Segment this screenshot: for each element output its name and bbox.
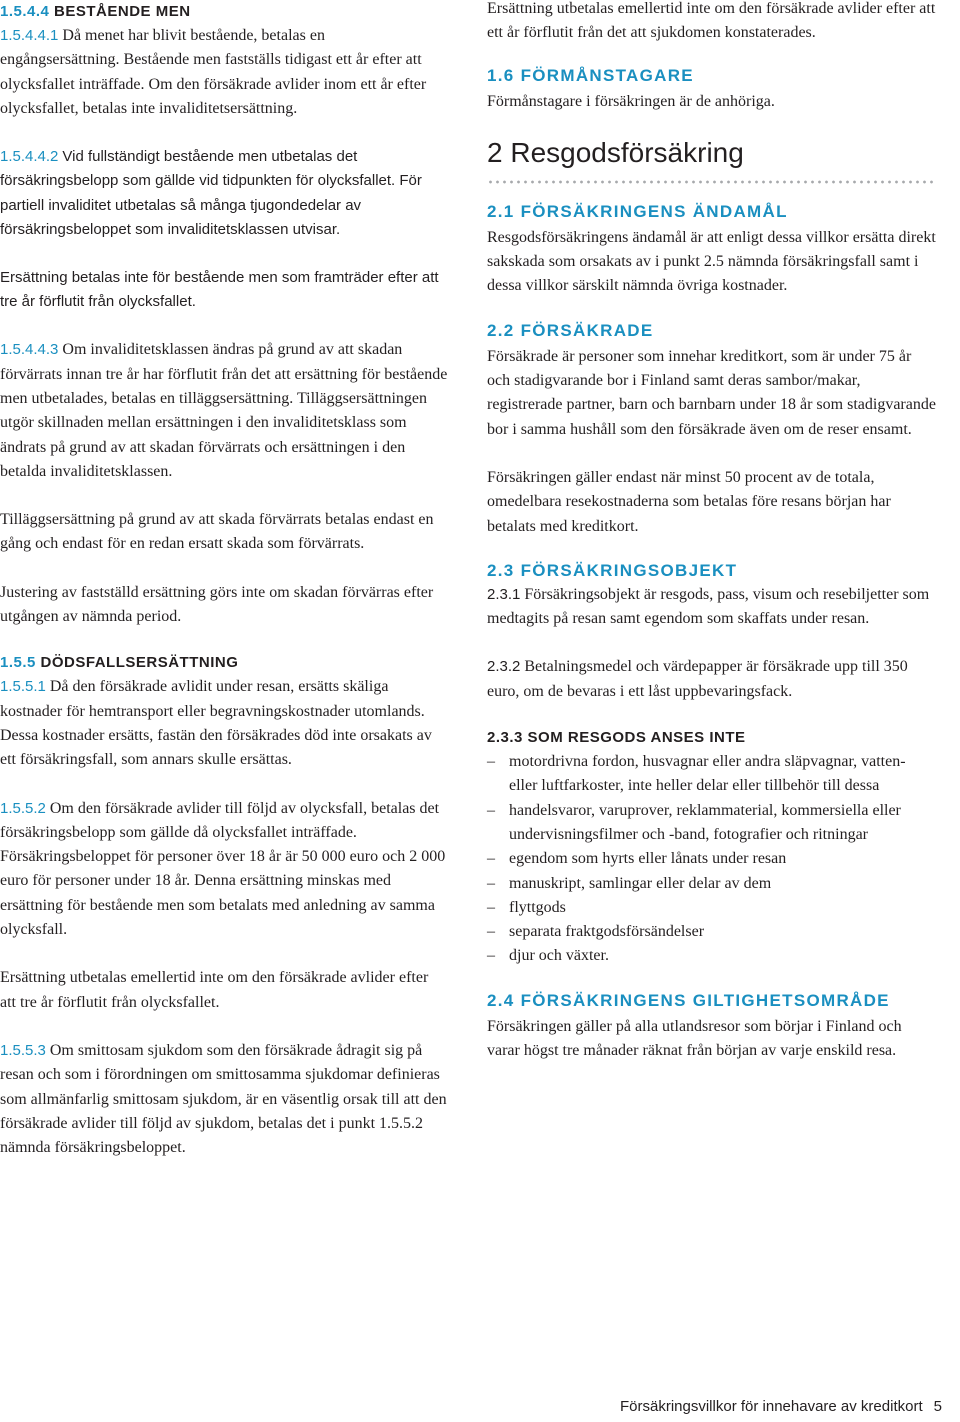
paragraph-2-3-1: 2.3.1 Försäkringsobjekt är resgods, pass, visum och resebiljetter som medtagits på resan samt egendom som skaffats under resan. (487, 585, 930, 628)
paragraph-death-exclusion: Ersättning utbetalas emellertid inte om den försäkrade avlider efter att tre år förflutit från olycksfallet. (0, 969, 429, 1011)
paragraph-1-5-5-1: 1.5.5.1 Då den försäkrade avlidit under resan, ersätts skäliga kostnader för hemtransport eller begravningskostnader utomlands. Dessa kostnader ersätts, fastän den försäkrades död inte orsakats av ett försäkringsfall, som annars skulle ersättas. (0, 678, 432, 769)
section-heading-2-4: 2.4 FÖRSÄKRINGENS GILTIGHETSOMRÅDE (487, 990, 890, 1010)
list-item: – separata fraktgodsförsändelser (487, 920, 937, 944)
chapter-title: 2 Resgodsförsäkring (487, 136, 744, 168)
paragraph-2-1: Resgodsförsäkringens ändamål är att enligt dessa villkor ersätta direkt sakskada som orsakats av i punkt 2.5 nämnda försäkringsfall samt i dessa villkor särskilt nämnda övriga kostnader. (487, 228, 936, 295)
paragraph-adjustment: Justering av fastställd ersättning görs inte om skadan förvärras efter utgången av nämnda period. (0, 583, 434, 626)
section-heading-2-3-3: 2.3.3 SOM RESGODS ANSES INTE (487, 729, 746, 747)
exclusion-list (487, 750, 937, 969)
section-heading-1-5-5: 1.5.5 DÖDSFALLSERSÄTTNING (0, 654, 239, 672)
section-heading-1-5-4-4: 1.5.4.4 BESTÅENDE MEN (0, 3, 191, 20)
list-item: – flyttgods (487, 896, 937, 920)
paragraph-1-6: Förmånstagare i försäkringen är de anhöriga. (487, 92, 775, 110)
list-item: – manuskript, samlingar eller delar av dem (487, 872, 937, 896)
page-number: 5 (933, 1398, 942, 1415)
paragraph-1-5-4-4-3: 1.5.4.4.3 Om invaliditetsklassen ändras på grund av att skadan förvärrats innan tre år har förflutit från det att ersättning för bestående men utbetalades, betalas en tilläggsersättning. Tilläggsersättningen utgör skillnaden mellan ersättningen i den invaliditetsklass som ändrats på grund av att skadan förvärrats och ersättningen i den betalda invaliditetsklassen. (0, 341, 448, 480)
list-item: – egendom som hyrts eller lånats under resan (487, 847, 937, 871)
section-heading-2-3: 2.3 FÖRSÄKRINGSOBJEKT (487, 560, 738, 580)
paragraph-1-5-4-4-2: 1.5.4.4.2 Vid fullständigt bestående men utbetalas det försäkringsbelopp som gällde vid tidpunkten för olycksfallet. För partiell invaliditet utbetalas så många tjugondedelar av försäkringsbeloppet som invaliditetsklassen utvisar. (0, 148, 422, 239)
list-item: – djur och växter. (487, 944, 937, 968)
paragraph-2-2-condition: Försäkringen gäller endast när minst 50 procent av de totala, omedelbara resekostnaderna som betalas före resans början har betalats med kreditkort. (487, 468, 891, 535)
section-heading-2-1: 2.1 FÖRSÄKRINGENS ÄNDAMÅL (487, 201, 788, 221)
paragraph-2-3-2: 2.3.2 Betalningsmedel och värdepapper är försäkrade upp till 350 euro, om de bevaras i ett låst uppbevaringsfack. (487, 658, 908, 700)
footer-title: Försäkringsvillkor för innehavare av kreditkort (620, 1398, 923, 1415)
dotted-divider (487, 180, 937, 184)
paragraph-illness-exclusion: Ersättning utbetalas emellertid inte om den försäkrade avlider efter att ett år förflutit från det att sjukdomen konstaterades. (487, 0, 936, 42)
paragraph-additional-comp: Tilläggsersättning på grund av att skada förvärrats betalas endast en gång och endast för en redan ersatt skada som förvärrats. (0, 511, 434, 553)
list-item: – handelsvaror, varuprover, reklammaterial, kommersiella eller undervisningsfilmer och -band, fotografier och ritningar (487, 799, 937, 848)
paragraph-2-2-insured: Försäkrade är personer som innehar kreditkort, som är under 75 år och stadigvarande bor i Finland samt deras sambor/makar, registrerade partner, barn och barnbarn under 18 år som stadigvarande bor i samma hushåll som den försäkrade även om de reser ensamt. (487, 347, 936, 438)
section-heading-1-6: 1.6 FÖRMÅNSTAGARE (487, 65, 694, 85)
left-column (0, 0, 448, 1160)
page-footer (620, 1398, 942, 1415)
section-heading-2-2: 2.2 FÖRSÄKRADE (487, 320, 654, 340)
right-column (487, 0, 937, 1063)
paragraph-1-5-4-4-1: 1.5.4.4.1 Då menet har blivit bestående, betalas en engångsersättning. Bestående men fastställs tidigast ett år efter att olycksfallet inträffade. Om den försäkrade avlider inom ett år efter olycksfallet, betalas inte invaliditetsersättning. (0, 27, 427, 117)
paragraph-1-5-5-3: 1.5.5.3 Om smittosam sjukdom som den försäkrade ådragit sig på resan och som i förordningen om smittosamma sjukdomar definieras som allmänfarlig smittosam sjukdom, är en väsentlig orsak till att den försäkrade avlider till följd av sjukdom, betalas det i punkt 1.5.5.2 nämnda försäkringsbeloppet. (0, 1041, 447, 1157)
list-item: – motordrivna fordon, husvagnar eller andra släpvagnar, vatten- eller luftfarkoster, inte heller delar eller tillbehör till dessa (487, 750, 937, 799)
paragraph-not-paid-late: Ersättning betalas inte för bestående men som framträder efter att tre år förflutit från olycksfallet. (0, 269, 439, 311)
paragraph-1-5-5-2: 1.5.5.2 Om den försäkrade avlider till följd av olycksfall, betalas det försäkringsbelopp som gällde då olycksfallet inträffade. Försäkringsbeloppet för personer över 18 år är 50 000 euro och 2 000 euro för personer under 18 år. Denna ersättning minskas med ersättning för bestående men som betalats med anledning av samma olycksfall. (0, 799, 446, 939)
paragraph-2-4: Försäkringen gäller på alla utlandsresor som börjar i Finland och varar högst tre månader räknat från början av varje enskild resa. (487, 1017, 902, 1060)
